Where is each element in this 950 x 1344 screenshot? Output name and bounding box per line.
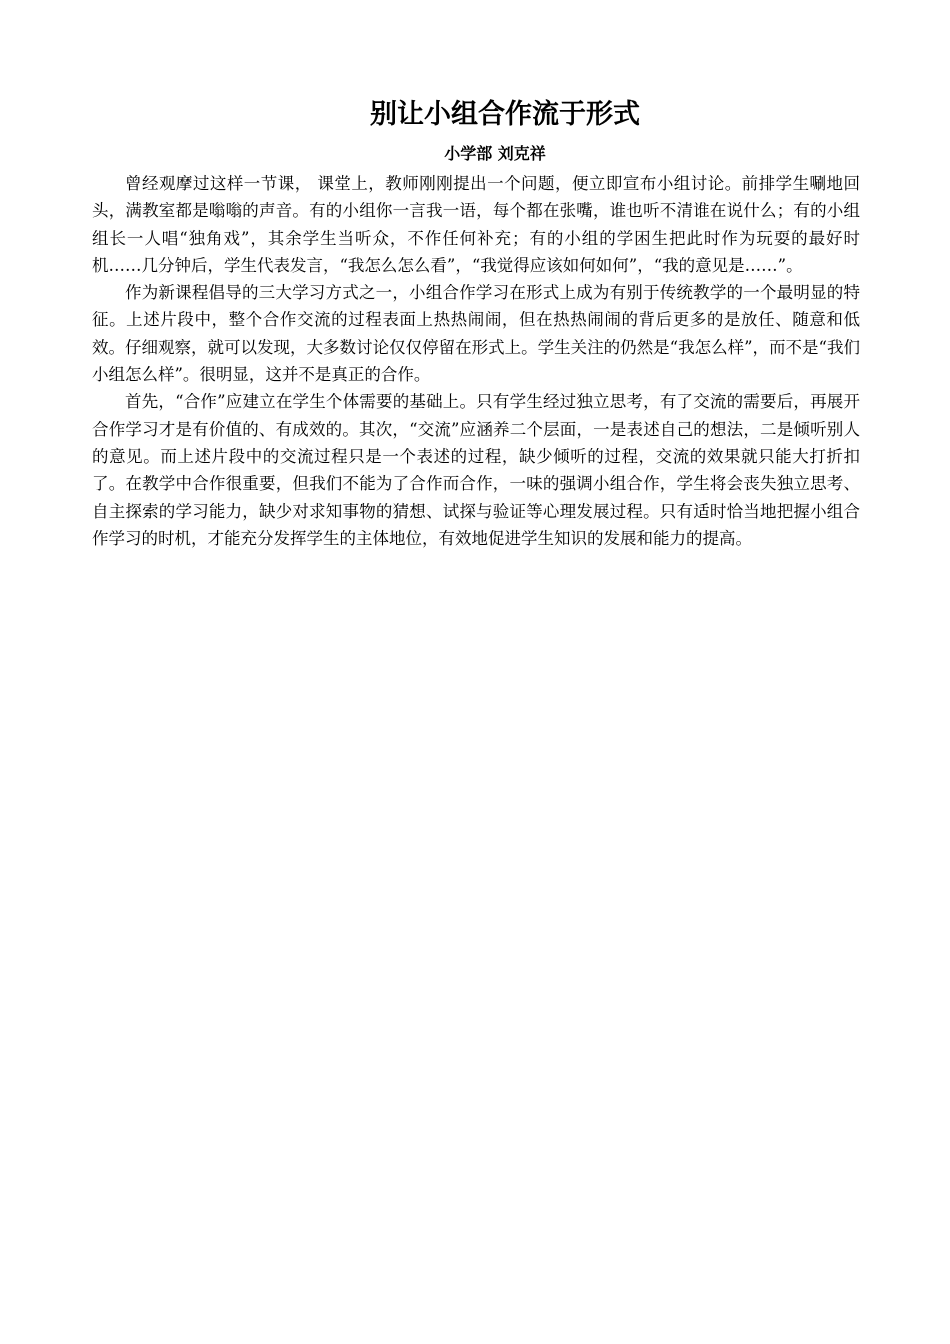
paragraph-3: 首先，“合作”应建立在学生个体需要的基础上。只有学生经过独立思考，有了交流的需要后，再展开合作学习才是有价值的、有成效的。其次，“交流”应涵养二个层面，一是表述自己的想法，二是倾听别人的意见。而上述片段中的交流过程只是一个表述的过程，缺少倾听的过程，交流的效果就只能大打折扣了。在教学中合作很重要，但我们不能为了合作而合作，一味的强调小组合作，学生将会丧失独立思考、自主探索的学习能力，缺少对求知事物的猜想、试探与验证等心理发展过程。只有适时恰当地把握小组合作学习的时机，才能充分发挥学生的主体地位，有效地促进学生知识的发展和能力的提高。 xyxy=(92,392,860,548)
author-byline: 小学部 刘克祥 xyxy=(444,144,546,163)
article-body xyxy=(92,170,860,552)
paragraph-2: 作为新课程倡导的三大学习方式之一，小组合作学习在形式上成为有别于传统教学的一个最明显的特征。上述片段中，整个合作交流的过程表面上热热闹闹，但在热热闹闹的背后更多的是放任、随意和低效。仔细观察，就可以发现，大多数讨论仅仅停留在形式上。学生关注的仍然是“我怎么样”，而不是“我们小组怎么样”。很明显，这并不是真正的合作。 xyxy=(92,283,860,385)
document-title: 别让小组合作流于形式 xyxy=(370,99,640,130)
paragraph-1: 曾经观摩过这样一节课， 课堂上，教师刚刚提出一个问题，便立即宣布小组讨论。前排学生唰地回头，满教室都是嗡嗡的声音。有的小组你一言我一语，每个都在张嘴，谁也听不清谁在说什么；有的小组组长一人唱“独角戏”，其余学生当听众，不作任何补充；有的小组的学困生把此时作为玩耍的最好时机……几分钟后，学生代表发言，“我怎么怎么看”，“我觉得应该如何如何”，“我的意见是……”。 xyxy=(92,174,860,275)
